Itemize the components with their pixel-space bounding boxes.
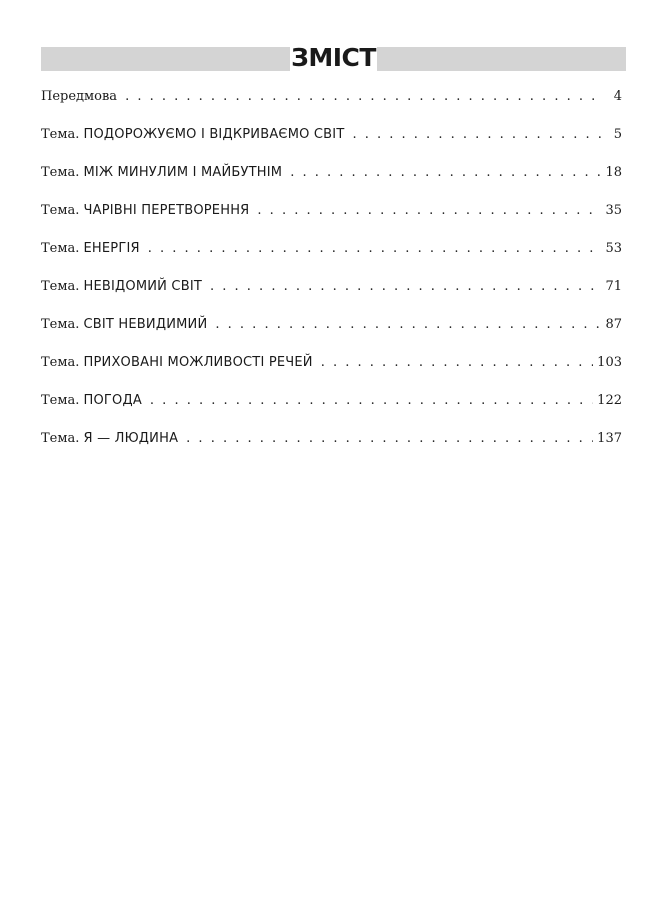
toc-entry-label	[41, 317, 207, 332]
toc-entry-topic: ПОГОДА	[83, 393, 142, 408]
dot-leader	[148, 241, 602, 256]
toc-row-topic[interactable]	[41, 127, 622, 165]
toc-entry-topic: ЕНЕРГІЯ	[83, 241, 140, 256]
toc-row-topic[interactable]	[41, 431, 622, 469]
toc-row-topic[interactable]	[41, 279, 622, 317]
toc-page-number: 71	[605, 279, 622, 294]
toc-page-number: 122	[597, 393, 622, 408]
toc-entry-prefix: Тема.	[41, 165, 80, 180]
toc-entry-topic: СВІТ НЕВИДИМИЙ	[83, 317, 208, 332]
toc-entry-prefix: Тема.	[41, 203, 80, 218]
toc-page-number: 5	[613, 127, 622, 142]
toc-entry-prefix: Передмова	[41, 89, 118, 104]
dot-leader	[125, 89, 604, 104]
toc-entry-topic: МІЖ МИНУЛИМ І МАЙБУТНІМ	[83, 165, 283, 180]
toc-entry-label	[41, 203, 249, 218]
toc-entry-prefix: Тема.	[41, 393, 80, 408]
page-title: ЗМІСТ	[291, 43, 376, 72]
toc-entry-prefix: Тема.	[41, 431, 80, 446]
toc-entry-prefix: Тема.	[41, 355, 80, 370]
toc-row-topic[interactable]	[41, 203, 622, 241]
toc-page-number: 103	[597, 355, 622, 370]
dot-leader	[210, 279, 601, 294]
toc-page-number: 87	[605, 317, 622, 332]
title-band-right	[377, 47, 626, 71]
toc-page-number: 53	[605, 241, 622, 256]
toc-entry-topic: ЧАРІВНІ ПЕРЕТВОРЕННЯ	[83, 203, 250, 218]
toc-entry-prefix: Тема.	[41, 127, 80, 142]
toc-row-topic[interactable]	[41, 241, 622, 279]
toc-row-topic[interactable]	[41, 355, 622, 393]
title-band-left	[41, 47, 290, 71]
toc-page-number: 35	[605, 203, 622, 218]
toc-entry-label	[41, 89, 117, 104]
toc-page-number: 18	[605, 165, 622, 180]
toc-entry-topic: Я — ЛЮДИНА	[83, 431, 179, 446]
toc-entry-topic: ПРИХОВАНІ МОЖЛИВОСТІ РЕЧЕЙ	[83, 355, 313, 370]
dot-leader	[321, 355, 593, 370]
toc-page-number: 137	[597, 431, 622, 446]
toc-row-topic[interactable]	[41, 393, 622, 431]
toc-entry-label	[41, 279, 202, 294]
toc-entry-prefix: Тема.	[41, 241, 80, 256]
toc-entry-prefix: Тема.	[41, 279, 80, 294]
toc-entry-label	[41, 393, 142, 408]
toc-page-number: 4	[613, 89, 622, 104]
toc-entry-topic: ПОДОРОЖУЄМО І ВІДКРИВАЄМО СВІТ	[83, 127, 345, 142]
toc-row-preface[interactable]	[41, 89, 622, 127]
dot-leader	[352, 127, 604, 142]
toc-entry-label	[41, 165, 282, 180]
toc-row-topic[interactable]	[41, 317, 622, 355]
toc-entry-topic: НЕВІДОМИЙ СВІТ	[83, 279, 202, 294]
dot-leader	[215, 317, 601, 332]
toc-entry-label	[41, 355, 313, 370]
dot-leader	[186, 431, 593, 446]
toc-entry-prefix: Тема.	[41, 317, 80, 332]
dot-leader	[150, 393, 593, 408]
toc-entry-label	[41, 127, 344, 142]
table-of-contents	[41, 89, 622, 469]
dot-leader	[257, 203, 601, 218]
dot-leader	[290, 165, 601, 180]
toc-entry-label	[41, 431, 178, 446]
title-bar	[41, 45, 626, 73]
toc-entry-label	[41, 241, 140, 256]
toc-row-topic[interactable]	[41, 165, 622, 203]
